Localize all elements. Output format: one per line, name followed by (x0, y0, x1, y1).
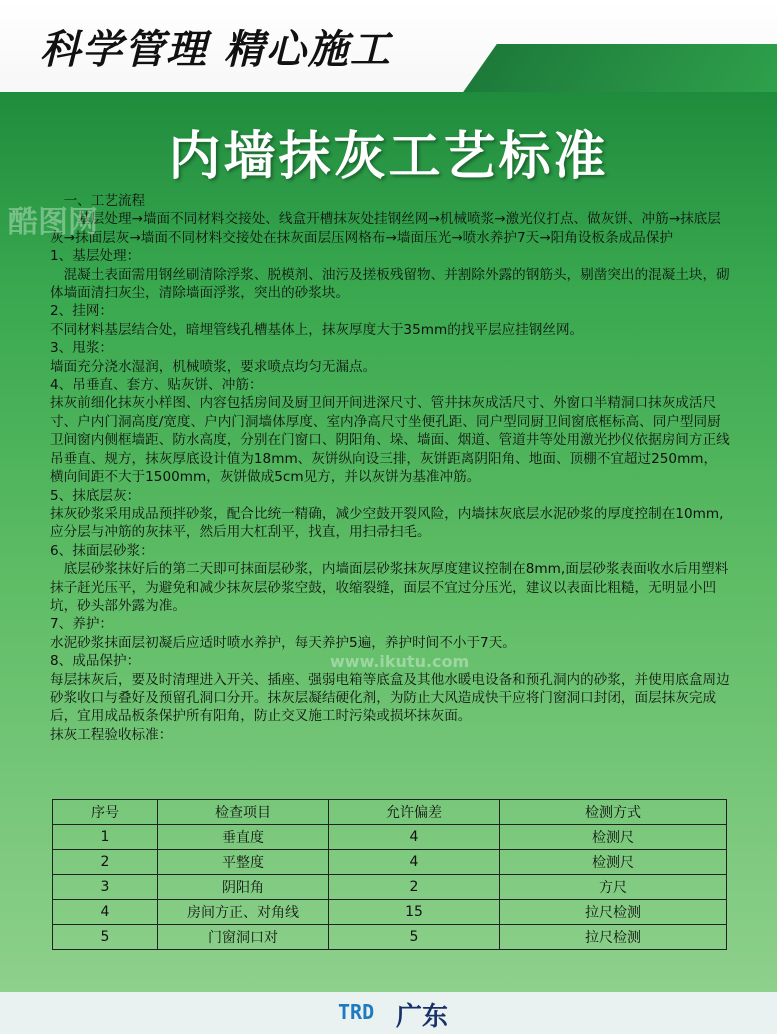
header-stripe (463, 44, 777, 92)
table-cell: 平整度 (158, 850, 329, 875)
table-cell: 拉尺检测 (500, 900, 727, 925)
process-content (50, 192, 730, 744)
flow-heading: 一、工艺流程 (63, 193, 146, 209)
table-header: 检测方式 (500, 800, 727, 825)
s1-text: 混凝土表面需用钢丝刷清除浮浆、脱模剂、油污及搓板残留物、并割除外露的钢筋头，剔凿突出的混凝土块，砌体墙面清扫灰尘，清除墙面浮浆，突出的砂浆块。 (50, 266, 730, 302)
footer (0, 992, 777, 1034)
table-cell: 方尺 (500, 875, 727, 900)
table-row (53, 875, 727, 900)
s7-text: 水泥砂浆抹面层初凝后应适时喷水养护，每天养护5遍，养护时间不小于7天。 (50, 634, 516, 651)
s8-heading: 8、成品保护： (50, 653, 141, 670)
table-cell: 房间方正、对角线 (158, 900, 329, 925)
table-cell: 垂直度 (158, 825, 329, 850)
table-cell: 5 (329, 925, 500, 950)
table-cell: 4 (329, 850, 500, 875)
s1-heading: 1、基层处理： (50, 248, 141, 265)
table-cell: 4 (329, 825, 500, 850)
flow-text: 基层处理→墙面不同材料交接处、线盒开槽抹灰处挂钢丝网→机械喷浆→激光仪打点、做灰饼、冲筋→抹底层灰→抹面层灰→墙面不同材料交接处在抹灰面层压网格布→墙面压光→喷水养护7天→阳角设板条成品保护 (50, 211, 721, 246)
s5-text: 抹灰砂浆采用成品预拌砂浆，配合比统一精确，减少空鼓开裂风险，内墙抹灰底层水泥砂浆的厚度控制在10mm,应分层与冲筋的灰抹平，然后用大杠刮平，找直，用扫帚扫毛。 (50, 505, 724, 541)
table-cell: 4 (53, 900, 158, 925)
page-title: 内墙抹灰工艺标准 (168, 127, 609, 187)
table-header-row (53, 800, 727, 825)
slogan: 科学管理 精心施工 (40, 26, 392, 73)
watermark-brand: 酷图网 (8, 205, 98, 240)
s6-heading: 6、抹面层砂浆： (50, 542, 154, 559)
table-row (53, 925, 727, 950)
watermark-url: www.ikutu.com (330, 652, 470, 671)
s7-heading: 7、养护： (50, 616, 114, 633)
table-cell: 拉尺检测 (500, 925, 727, 950)
table-row (53, 900, 727, 925)
header-band (0, 0, 777, 92)
s2-heading: 2、挂网： (50, 303, 114, 320)
table-row (53, 825, 727, 850)
table-cell: 阴阳角 (158, 875, 329, 900)
company-name: 广东 (396, 1002, 449, 1032)
acceptance-table-wrap (52, 799, 727, 950)
s4-text: 抹灰前细化抹灰小样图、内容包括房间及厨卫间开间进深尺寸、管井抹灰成活尺寸、外窗口半精洞口抹灰成活尺寸、户内门洞高度/宽度、户内门洞墙体厚度、室内净高尺寸坐便孔距、同户型同厨卫间窗底框标高、同户型同厨卫间窗内侧框墙距、防水高度，分别在门窗口、阴阳角、垛、墙面、烟道、管道井等处用激光抄仪依据房间方正线吊垂直、规方，抹灰厚底设计值为18mm、灰饼纵向设三排，灰饼距离阴阳角、地面、顶棚不宜超过250mm，横向间距不大于1500mm，灰饼做成5cm见方，并以灰饼为基准冲筋。 (50, 395, 730, 486)
s5-heading: 5、抹底层灰： (50, 487, 141, 504)
s8-text: 每层抹灰后，要及时清理进入开关、插座、强弱电箱等底盒及其他水暖电设备和预孔洞内的砂浆，并使用底盒周边砂浆收口与叠好及预留孔洞口分开。抹灰层凝结硬化剂，为防止大风造成快干应将门窗洞口封闭，面层抹灰完成后，宜用成品板条保护所有阳角，防止交叉施工时污染或损坏抹灰面。 (50, 671, 730, 725)
s3-text: 墙面充分浇水湿润，机械喷浆，要求喷点均匀无漏点。 (50, 358, 377, 375)
table-cell: 5 (53, 925, 158, 950)
table-row (53, 850, 727, 875)
table-cell: 15 (329, 900, 500, 925)
s2-text: 不同材料基层结合处，暗埋管线孔槽基体上，抹灰厚度大于35mm的找平层应挂钢丝网。 (50, 321, 584, 338)
s3-heading: 3、甩浆： (50, 340, 114, 357)
table-caption: 抹灰工程验收标准： (50, 726, 173, 743)
table-cell: 2 (53, 850, 158, 875)
table-cell: 门窗洞口对 (158, 925, 329, 950)
table-header: 允许偏差 (329, 800, 500, 825)
s4-heading: 4、吊垂直、套方、贴灰饼、冲筋： (50, 377, 263, 394)
company-logo: TRD (338, 1000, 375, 1024)
table-cell: 3 (53, 875, 158, 900)
poster-body (0, 92, 777, 992)
s6-text: 底层砂浆抹好后的第二天即可抹面层砂浆，内墙面层砂浆抹灰厚度建议控制在8mm,面层砂浆表面收水后用塑料抹子赶光压平，为避免和减少抹灰层砂浆空鼓，收缩裂缝，面层不宜过分压光，建议以表面比粗糙，无明显小凹坑，砂头部外露为准。 (50, 561, 729, 614)
acceptance-table (52, 799, 727, 950)
table-cell: 检测尺 (500, 825, 727, 850)
table-cell: 检测尺 (500, 850, 727, 875)
table-header: 检查项目 (158, 800, 329, 825)
table-cell: 1 (53, 825, 158, 850)
table-header: 序号 (53, 800, 158, 825)
table-cell: 2 (329, 875, 500, 900)
